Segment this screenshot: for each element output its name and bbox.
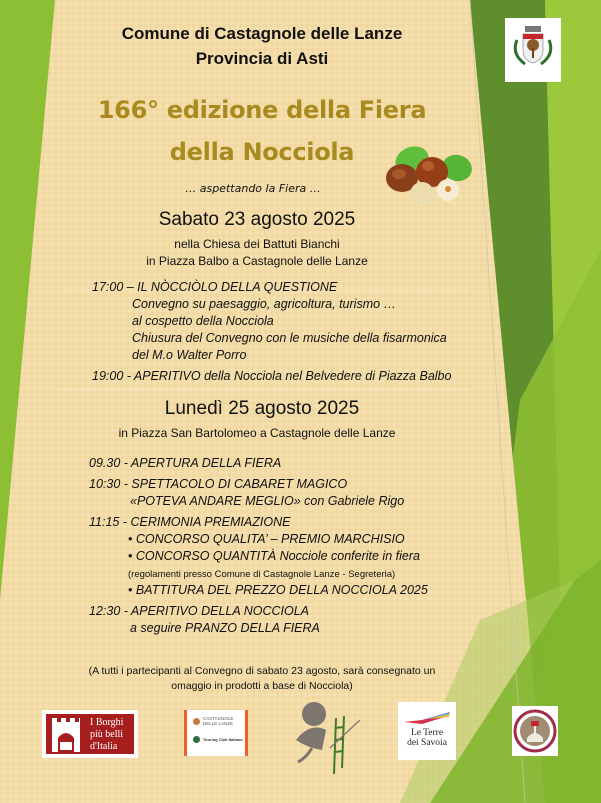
monday-location: in Piazza San Bartolomeo a Castagnole delle Lanze <box>118 426 396 440</box>
borghi-line3: d'Italia <box>90 741 118 752</box>
touring-label: Touring Club Italiano <box>203 737 243 742</box>
event-1230-detail: a seguire PRANZO DELLA FIERA <box>130 621 320 635</box>
monday-date: Lunedì 25 agosto 2025 <box>164 398 360 419</box>
castle-icon <box>50 716 82 752</box>
event-1700-detail-3: Chiusura del Convegno con le musiche della fisarmonica <box>132 331 447 345</box>
title-line1: 166° edizione della Fiera <box>97 96 427 124</box>
event-1115-detail-2: • CONCORSO QUANTITÀ Nocciole conferite in fiera <box>128 549 420 563</box>
castagnole-dot-icon <box>193 718 200 725</box>
event-1700: 17:00 – IL NÒCCIÒLO DELLA QUESTIONE <box>92 280 338 294</box>
terre-line1: Le Terre <box>410 728 444 738</box>
note-line-1: (A tutti i partecipanti al Convegno di sabato 23 agosto, sarà consegnato un <box>88 665 436 677</box>
event-1700-detail-1: Convegno su paesaggio, agricoltura, turismo … <box>132 297 397 311</box>
title-line2: della Nocciola <box>169 138 355 166</box>
saturday-location-2: in Piazza Balbo a Castagnole delle Lanze <box>146 254 368 268</box>
moscato-asti-logo <box>512 706 558 756</box>
event-1700-detail-4: del M.o Walter Porro <box>132 348 247 362</box>
moscato-seal-icon <box>512 706 558 756</box>
header-comune: Comune di Castagnole delle Lanze <box>121 24 403 43</box>
terre-line2: dei Savoia <box>407 738 447 748</box>
saturday-location-1: nella Chiesa dei Battuti Bianchi <box>174 237 340 251</box>
event-1030-detail: «POTEVA ANDARE MEGLIO» con Gabriele Rigo <box>130 494 405 508</box>
hazelnut-icon <box>382 138 477 208</box>
saturday-date: Sabato 23 agosto 2025 <box>158 209 356 230</box>
terre-savoia-logo <box>398 702 456 760</box>
event-1115-detail-1: • CONCORSO QUALITA’ – PREMIO MARCHISIO <box>128 532 405 546</box>
savoia-ribbon-icon <box>404 712 450 724</box>
event-1230: 12:30 - APERITIVO DELLA NOCCIOLA <box>89 604 309 618</box>
event-1115-regulations: (regolamenti presso Comune di Castagnole Lanze - Segreteria) <box>128 569 396 580</box>
borghi-logo <box>42 710 138 758</box>
touring-dot-icon <box>193 736 200 743</box>
header-provincia: Provincia di Asti <box>195 49 329 68</box>
event-1115: 11:15 - CERIMONIA PREMIAZIONE <box>89 515 291 529</box>
borghi-line2: più belli <box>90 729 124 740</box>
castagnole-touring-logo <box>184 710 248 756</box>
castagnole-line2: DELLE LANZE <box>203 721 234 726</box>
event-1900: 19:00 - APERITIVO della Nocciola nel Belvedere di Piazza Balbo <box>92 369 452 383</box>
castagnole-line1: CASTAGNOLE <box>203 716 234 721</box>
event-1700-detail-2: al cospetto della Nocciola <box>132 314 274 328</box>
event-1115-detail-3: • BATTITURA DEL PREZZO DELLA NOCCIOLA 2025 <box>128 583 428 597</box>
event-1030: 10:30 - SPETTACOLO DI CABARET MAGICO <box>89 477 348 491</box>
borghi-line1: I Borghi <box>90 717 124 728</box>
coat-of-arms-icon <box>505 18 561 82</box>
coat-of-arms-logo <box>505 18 561 82</box>
event-0930: 09.30 - APERTURA DELLA FIERA <box>89 456 282 470</box>
hazelnut-picker-logo <box>292 698 364 774</box>
subtitle: … aspettando la Fiera … <box>185 182 321 195</box>
note-line-2: omaggio in prodotti a base di Nocciola) <box>171 680 353 692</box>
